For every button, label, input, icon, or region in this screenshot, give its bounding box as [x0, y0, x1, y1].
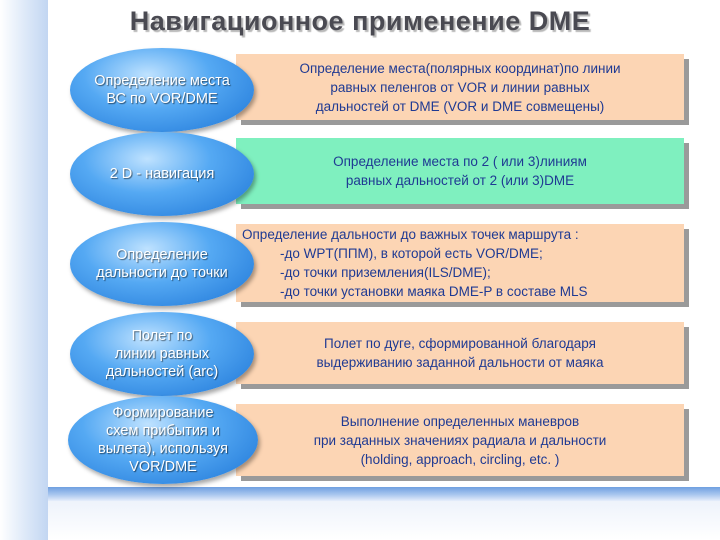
description-box-5 [236, 404, 684, 476]
box-line: Полет по дуге, сформированной благодаря [324, 336, 596, 351]
box-line: -до WPT(ППМ), в которой есть VOR/DME; [280, 246, 543, 261]
oval-line: Определение [116, 247, 208, 263]
box-line: дальностей от DME (VOR и DME совмещены) [315, 98, 605, 114]
topic-oval-4 [70, 312, 254, 396]
slide-title: Навигационное применение DME [129, 6, 591, 36]
oval-line: Определение места [94, 73, 230, 89]
oval-line: дальностей (arc) [105, 364, 219, 380]
box-line: при заданных значениях радиала и дальности [313, 432, 607, 448]
box-line: Определение дальности до важных точек маршрута : [242, 227, 579, 242]
box-line: Выполнение определенных маневров [340, 413, 580, 429]
box-line: равных дальностей от 2 (или 3)DME [345, 173, 575, 188]
description-box-2 [236, 138, 684, 204]
oval-line: линии равных [114, 346, 210, 362]
topic-oval-1 [70, 48, 254, 132]
box-line: Определение места(полярных координат)по линии [299, 60, 621, 76]
box-line: -до точки приземления(ILS/DME); [280, 265, 491, 280]
oval-line: дальности до точки [96, 265, 228, 281]
box-line: равных пеленгов от VOR и линии равных [330, 79, 590, 95]
box-line: Определение места по 2 ( или 3)линиям [333, 154, 587, 169]
topic-oval-5 [68, 396, 258, 484]
oval-line: Полет по [131, 328, 193, 344]
box-line: -до точки установки маяка DME-P в составе MLS [280, 284, 588, 299]
description-box-4 [236, 322, 684, 384]
oval-line: Формирование [112, 405, 214, 421]
topic-oval-2 [70, 132, 254, 216]
side-gradient-strip [0, 0, 48, 540]
oval-line: схем прибытия и [106, 423, 220, 439]
bottom-fade [48, 501, 720, 540]
bottom-blue-bar [48, 487, 720, 501]
oval-line: вылета), используя [98, 441, 228, 457]
box-line: (holding, approach, circling, etc. ) [360, 451, 560, 467]
oval-line: 2 D - навигация [109, 166, 215, 182]
description-box-3 [236, 224, 684, 302]
description-box-1 [236, 54, 684, 120]
topic-oval-3 [70, 222, 254, 306]
oval-line: VOR/DME [129, 459, 197, 475]
oval-line: ВС по VOR/DME [106, 91, 218, 107]
box-line: выдерживанию заданной дальности от маяка [316, 355, 604, 370]
